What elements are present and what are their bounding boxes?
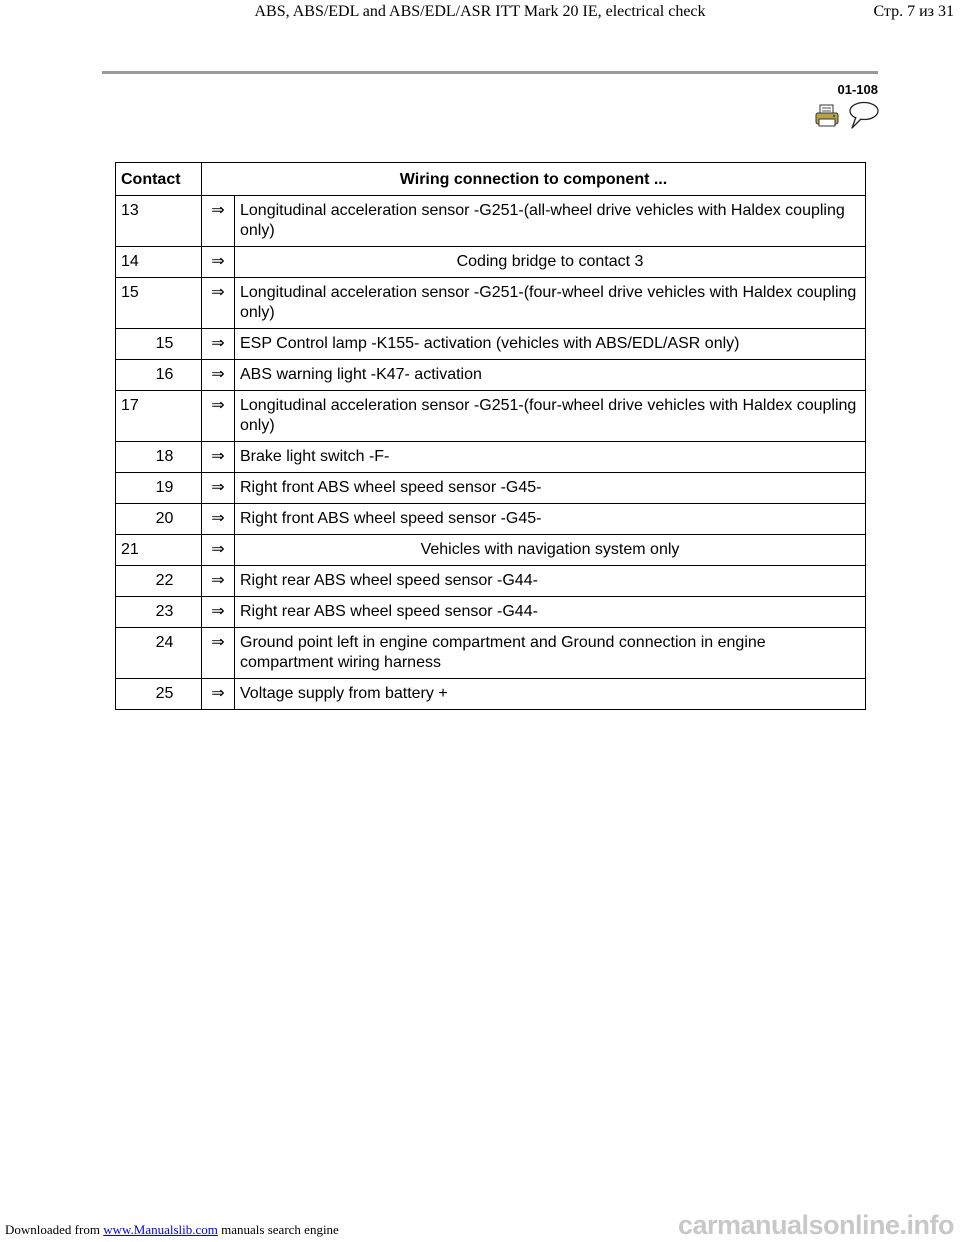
wiring-description: Ground point left in engine compartment and Ground connection in engine compartment wiring harness (235, 628, 866, 679)
arrow-icon: ⇒ (202, 679, 235, 710)
table-row (116, 442, 866, 473)
column-header-wiring: Wiring connection to component ... (202, 163, 866, 196)
contact-number: 22 (116, 566, 202, 597)
contact-number: 23 (116, 597, 202, 628)
table-row (116, 473, 866, 504)
wiring-description: Longitudinal acceleration sensor -G251-(four-wheel drive vehicles with Haldex coupling only) (235, 278, 866, 329)
contact-number: 13 (116, 196, 202, 247)
arrow-icon: ⇒ (202, 196, 235, 247)
watermark: carmanualsonline.info (677, 1210, 954, 1240)
wiring-description: Right rear ABS wheel speed sensor -G44- (235, 597, 866, 628)
wiring-description: Brake light switch -F- (235, 442, 866, 473)
table-row (116, 278, 866, 329)
page-indicator: Стр. 7 из 31 (873, 3, 954, 20)
wiring-description: Right rear ABS wheel speed sensor -G44- (235, 566, 866, 597)
contact-number: 14 (116, 247, 202, 278)
wiring-table (115, 162, 866, 710)
wiring-description: Right front ABS wheel speed sensor -G45- (235, 473, 866, 504)
document-title: ABS, ABS/EDL and ABS/EDL/ASR ITT Mark 20 IE, electrical check (254, 3, 706, 20)
arrow-icon: ⇒ (202, 391, 235, 442)
arrow-icon: ⇒ (202, 628, 235, 679)
table-body (116, 196, 866, 710)
arrow-icon: ⇒ (202, 473, 235, 504)
table-row (116, 597, 866, 628)
table-row (116, 504, 866, 535)
speech-bubble-icon[interactable] (846, 100, 880, 130)
wiring-description: ESP Control lamp -K155- activation (vehicles with ABS/EDL/ASR only) (235, 329, 866, 360)
table-row (116, 329, 866, 360)
header-divider (102, 71, 878, 74)
table-row (116, 679, 866, 710)
contact-number: 17 (116, 391, 202, 442)
arrow-icon: ⇒ (202, 442, 235, 473)
table-row (116, 247, 866, 278)
table-row (116, 566, 866, 597)
table-row (116, 196, 866, 247)
contact-number: 15 (116, 278, 202, 329)
table-row (116, 391, 866, 442)
arrow-icon: ⇒ (202, 504, 235, 535)
download-note (5, 1222, 339, 1238)
wiring-description: Right front ABS wheel speed sensor -G45- (235, 504, 866, 535)
contact-number: 18 (116, 442, 202, 473)
contact-number: 15 (116, 329, 202, 360)
wiring-description: Longitudinal acceleration sensor -G251-(all-wheel drive vehicles with Haldex coupling only) (235, 196, 866, 247)
wiring-description: Longitudinal acceleration sensor -G251-(four-wheel drive vehicles with Haldex coupling only) (235, 391, 866, 442)
document-number: 01-108 (837, 82, 878, 97)
wiring-description: Voltage supply from battery + (235, 679, 866, 710)
table-header-row (116, 163, 866, 196)
arrow-icon: ⇒ (202, 535, 235, 566)
arrow-icon: ⇒ (202, 329, 235, 360)
contact-number: 16 (116, 360, 202, 391)
manualslib-link[interactable]: www.Manualslib.com (103, 1222, 218, 1237)
arrow-icon: ⇒ (202, 566, 235, 597)
wiring-description: ABS warning light -K47- activation (235, 360, 866, 391)
wiring-description: Coding bridge to contact 3 (235, 247, 866, 278)
download-suffix: manuals search engine (221, 1222, 339, 1237)
column-header-contact: Contact (116, 163, 202, 196)
printer-icon[interactable] (814, 103, 840, 129)
arrow-icon: ⇒ (202, 278, 235, 329)
table-row (116, 628, 866, 679)
wiring-description: Vehicles with navigation system only (235, 535, 866, 566)
table-row (116, 360, 866, 391)
contact-number: 24 (116, 628, 202, 679)
contact-number: 19 (116, 473, 202, 504)
contact-number: 25 (116, 679, 202, 710)
arrow-icon: ⇒ (202, 360, 235, 391)
contact-number: 20 (116, 504, 202, 535)
contact-number: 21 (116, 535, 202, 566)
download-prefix: Downloaded from (5, 1222, 100, 1237)
arrow-icon: ⇒ (202, 247, 235, 278)
table-row (116, 535, 866, 566)
arrow-icon: ⇒ (202, 597, 235, 628)
toolbar-icons (814, 100, 880, 130)
